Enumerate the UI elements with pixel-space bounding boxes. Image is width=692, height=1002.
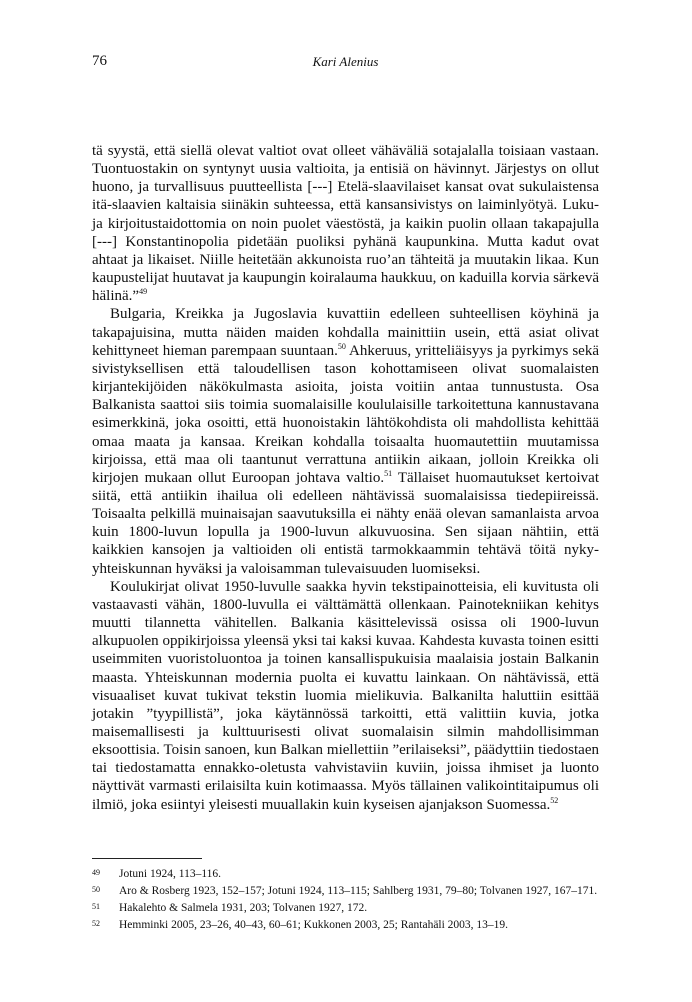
paragraph-2-text-a: Bulgaria, Kreikka ja Jugoslavia kuvattiin edelleen suhteellisen köyhinä ja takapajuisina, mutta näiden maiden kohdalla mainittiin usein, että asiat olivat kehittyneet hieman parempaan suuntaan. [92,306,599,359]
footnote-number: 50 [92,885,100,894]
footnote-ref-49[interactable]: 49 [139,287,148,297]
footnote-ref-52[interactable]: 52 [550,795,559,805]
footnote-text: Jotuni 1924, 113–116. [119,868,222,880]
footnote-text: Hakalehto & Salmela 1931, 203; Tolvanen 1927, 172. [119,902,368,914]
footnotes [92,867,599,935]
footnote-49 [92,867,599,882]
footnote-text: Hemminki 2005, 23–26, 40–43, 60–61; Kukkonen 2003, 25; Rantahäli 2003, 13–19. [119,919,509,931]
paragraph-2-text-b: Ahkeruus, yritteliäisyys ja pyrkimys sekä sivistyksellisen että taloudellisen tason kohottamiseen olivat suomalaisten kirjantekijöiden näkökulmasta asioita, joista voitiin antaa tunnustusta. Osa Balkanista saattoi siis toimia suomalaisille koululaisille tarkoitettuna kannustavana esimerkkinä, joka osoitti, että huonoistakin lähtökohdista oli mahdollista kehittää omaa maata ja kansaa. Kreikan kohdalla toisaalta huomautettiin muutamissa kirjoissa, että maa oli taantunut verrattuna antiikin aikaan, jolloin Kreikka oli kirjojen mukaan ollut Euroopan johtava valtio. [92,342,599,486]
footnote-number: 51 [92,902,100,911]
footnote-ref-50[interactable]: 50 [337,341,346,351]
body-text [92,142,599,814]
footnote-divider [92,858,202,859]
footnote-52 [92,918,599,933]
footnote-number: 49 [92,868,100,877]
footnote-text: Aro & Rosberg 1923, 152–157; Jotuni 1924, 113–115; Sahlberg 1931, 79–80; Tolvanen 1927, 167–171. [119,885,598,897]
footnote-51 [92,901,599,916]
running-head [92,53,599,73]
paragraph-1 [92,142,599,305]
paragraph-3 [92,578,599,814]
running-title: Kari Alenius [312,54,379,69]
paragraph-2-text-c: Tällaiset huomautukset kertoivat siitä, että antiikin ihailua oli edelleen nähtävissä suomalaisissa tiedepiireissä. Toisaalta pelkillä muinaisajan saavutuksilla ei nähty enää olevan samanlaista arvoa kuin 1800-luvun lopulla ja 1900-luvun alkuvuosina. Sen sijaan nähtiin, että kaikkien kansojen ja valtioiden oli entistä tarmokkaammin tehtävä töitä nyky-yhteiskunnan hyväksi ja valoisamman tulevaisuuden luomiseksi. [92,469,599,577]
paragraph-2 [92,305,599,577]
paragraph-3-text: Koulukirjat olivat 1950-luvulle saakka hyvin tekstipainotteisia, eli kuvitusta oli vastaavasti vähän, 1800-luvulla ei välttämättä ollenkaan. Painotekniikan kehitys muutti tilannetta vähitellen. Balkania käsittelevissä osissa oli 1900-luvun alkupuolen oppikirjoissa yleensä yksi tai kaksi kuvaa. Kahdesta kuvasta toinen esitti useimmiten vuoristoluontoa ja toinen kansallispukuisia maalaisia jostain Balkanin maasta. Yhteiskunnan modernia puolta ei kuvattu lainkaan. On nähtävissä, että visuaaliset kuvat tukivat tekstin luomia mielikuvia. Balkanilta haluttiin esittää jotakin ”tyypillistä”, joka käytännössä tarkoitti, että valittiin kuvia, jotka maisemallisesti ja kulttuurisesti olivat suomalaisin silmin mahdollisimman eksoottisia. Toisin sanoen, kun Balkan miellettiin ”erilaiseksi”, päädyttiin tiedostaen tai tiedostamatta ennakko-oletusta vahvistaviin kuviin, joissa ihmiset ja luonto näyttivät varmasti erilaisilta kuin kotimaassa. Myös tällainen valikointitaipumus oli ilmiö, joka esiintyi yleisesti muuallakin kuin kyseisen ajanjakson Suomessa. [92,578,599,813]
page-number: 76 [92,53,107,69]
paragraph-1-text: tä syystä, että siellä olevat valtiot ovat olleet vähäväliä sotajalalla toisiaan vastaan. Tuontuostakin on syntynyt uusia valtioita, ja entisiä on hävinnyt. Järjestys on ollut huono, ja turvallisuus puutteellista [---] Etelä-slaavilaiset kansat ovat sukulaistensa itä-slaavien kaltaisia siinäkin suhteessa, että kansansivistys on laiminlyötyä. Luku- ja kirjoitustaidottomia on noin puolet väestöstä, ja kaikin puolin ollaan takapajulla [---] Konstantinopolia pidetään puoliksi pyhänä kaupunkina. Mutta kadut ovat ahtaat ja likaiset. Niille heitetään akkunoista ruo’an tähteitä ja muutakin likaa. Kun kaupustelijat huutavat ja kaupungin koiralauma haukkuu, on kaduilla korvia särkevä hälinä.” [92,143,599,305]
footnote-ref-51[interactable]: 51 [384,468,393,478]
footnote-50 [92,884,599,899]
footnote-number: 52 [92,919,100,928]
